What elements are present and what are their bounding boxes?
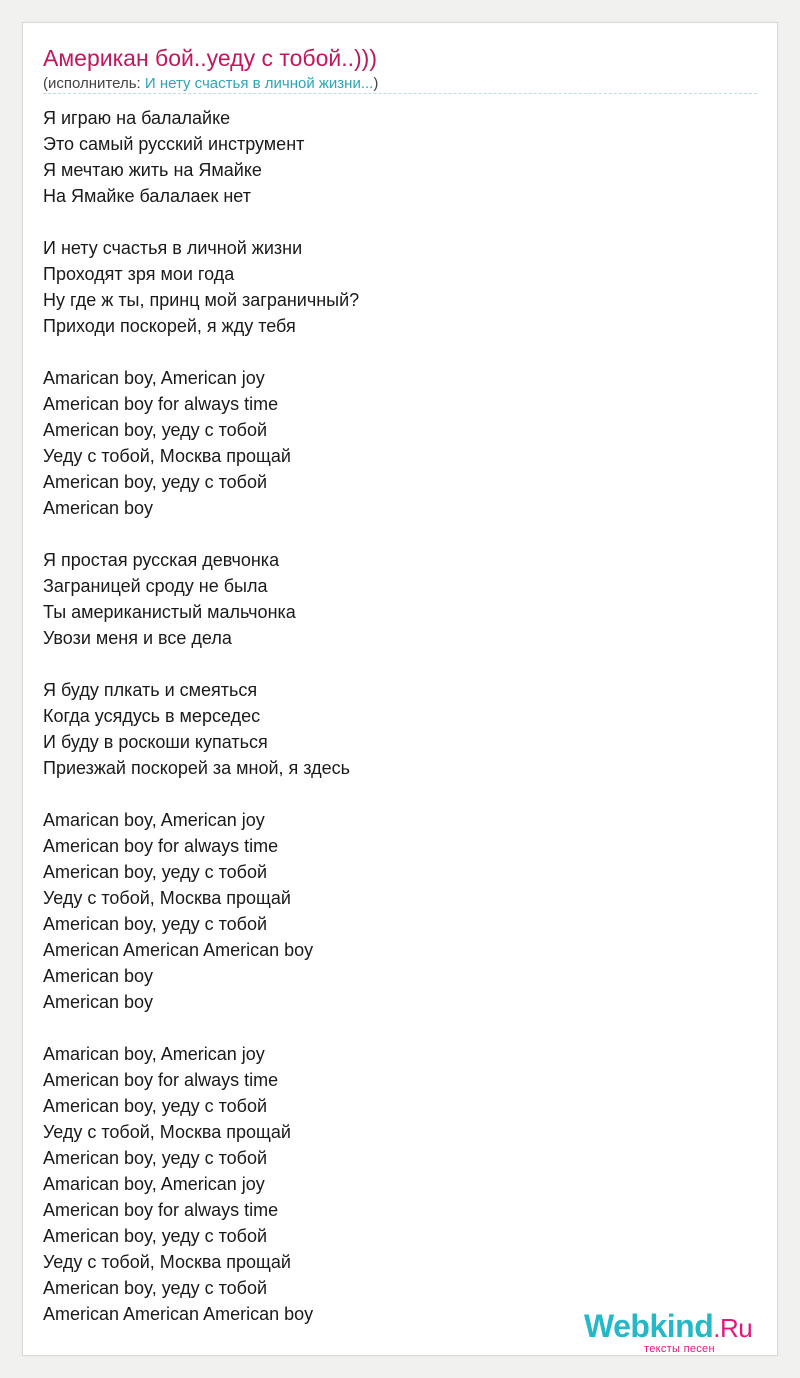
lyrics-line: Я простая русская девчонка [43,550,280,570]
lyrics-line: Заграницей сроду не была [43,576,268,596]
artist-suffix: ) [373,75,379,92]
artist-line [43,74,378,94]
lyrics-stanza [43,547,743,651]
lyrics-stanza [43,105,743,209]
lyrics-line: Amarican boy, American joy [43,368,265,388]
lyrics-line: American American American boy [43,940,314,960]
lyrics-line: И буду в роскоши купаться [43,732,268,752]
lyrics-line: American boy [43,498,154,518]
artist-prefix: (исполнитель: [43,75,145,92]
lyrics-line: American boy, уеду с тобой [43,1148,268,1168]
lyrics-line: American boy [43,966,154,986]
lyrics-line: Amarican boy, American joy [43,1174,265,1194]
lyrics-line: Уеду с тобой, Москва прощай [43,446,291,466]
watermark-brand: Webkind [584,1308,714,1344]
lyrics-line: Я играю на балалайке [43,108,231,128]
lyrics-line: Amarican boy, American joy [43,810,265,830]
lyrics-stanza [43,677,743,781]
lyrics-line: American boy, уеду с тобой [43,1226,268,1246]
lyrics-line: American boy for always time [43,1070,279,1090]
lyrics-line: На Ямайке балалаек нет [43,186,251,206]
lyrics-line: Приходи поскорей, я жду тебя [43,316,296,336]
lyrics-stanza [43,235,743,339]
lyrics-stanza [43,365,743,521]
lyrics-line: American boy, уеду с тобой [43,862,268,882]
lyrics-line: И нету счастья в личной жизни [43,238,303,258]
title-divider [43,93,757,94]
lyrics-line: Проходят зря мои года [43,264,235,284]
lyrics-body [43,105,743,1353]
lyrics-line: Amarican boy, American joy [43,1044,265,1064]
watermark-tagline: тексты песен [644,1343,715,1355]
song-title: Американ бой..уеду с тобой..))) [43,45,377,71]
artist-link[interactable]: И нету счастья в личной жизни... [144,75,374,92]
lyrics-stanza [43,807,743,1015]
lyrics-line: Я мечтаю жить на Ямайке [43,160,262,180]
lyrics-line: American boy for always time [43,836,279,856]
lyrics-line: Ты американистый мальчонка [43,602,296,622]
lyrics-line: American boy for always time [43,394,279,414]
lyrics-line: American boy, уеду с тобой [43,420,268,440]
lyrics-line: American boy, уеду с тобой [43,1278,268,1298]
lyrics-line: Увози меня и все дела [43,628,232,648]
lyrics-line: American boy for always time [43,1200,279,1220]
lyrics-line: Я буду плкать и смеяться [43,680,258,700]
lyrics-line: Уеду с тобой, Москва прощай [43,888,291,908]
lyrics-line: Приезжай поскорей за мной, я здесь [43,758,351,778]
lyrics-line: American American American boy [43,1304,314,1324]
lyrics-line: Уеду с тобой, Москва прощай [43,1122,291,1142]
lyrics-line: American boy, уеду с тобой [43,472,268,492]
watermark-logo [584,1306,752,1348]
lyrics-line: Ну где ж ты, принц мой заграничный? [43,290,360,310]
lyrics-card [22,22,778,1356]
site-watermark [584,1306,784,1355]
lyrics-line: American boy, уеду с тобой [43,1096,268,1116]
lyrics-line: Это самый русский инструмент [43,134,305,154]
watermark-tld: .Ru [713,1313,753,1343]
lyrics-line: Уеду с тобой, Москва прощай [43,1252,291,1272]
lyrics-line: American boy [43,992,154,1012]
lyrics-line: American boy, уеду с тобой [43,914,268,934]
lyrics-stanza [43,1041,743,1327]
lyrics-line: Когда усядусь в мерседес [43,706,261,726]
